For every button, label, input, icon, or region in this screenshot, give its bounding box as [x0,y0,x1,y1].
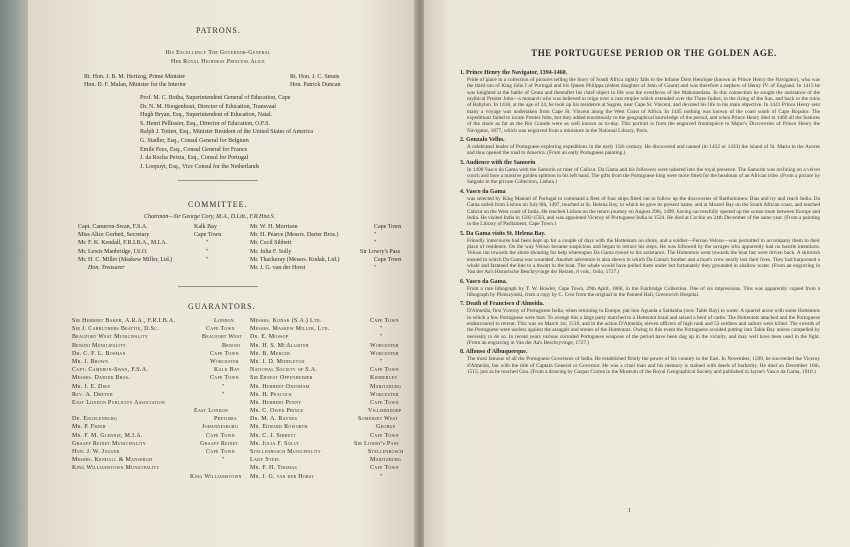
list-cell: Mr. Thackeray (Messrs. Kodak, Ltd.) [250,256,340,263]
list-cell: Mr. J. Brown [72,358,109,365]
list-cell: Messrs. Maskew Miller, Ltd. [250,326,330,333]
list-cell: Mr. H. S. McAllister [250,342,310,349]
list-cell: Miss Alice Gorbett, Secretary [78,232,150,239]
entry-text: Friendly intercourse had been kept up for a couple of days with the Hottentots on shore, and a soldier—Fernao Veloso—was permitted to accompany them to their place of residence. On the way Veloso became suspicious and began to retrace his steps. He was followed by the savages who apparently had no hostile intentions. Veloso ran towards the shore shouting for help whereupon Da Gama rowed to his assistance. The Hottentots went towards the boat but were driven back. A skirmish ensued in which Da Gama was wounded. Another adventure is also shewn in which Da Gama's brother and a boat's crew nearly lost their lives. They had harpooned a whale and fastened the line to a thwart in the boat. The whale would have pulled them under but fortunately they grounded in shallow water. (From an engraving in Van der Aa's Historische Beschryvinge der Reizen, 8 vols., folio, 1727.) [467,237,820,276]
entry-heading: 4. Vasco da Gama [460,188,506,195]
list-cell: Cape Town [370,367,399,374]
list-cell: Mr. B. Mercer [250,350,291,357]
guarantor-row [72,334,412,342]
patron-line: S. Henri Pellissier, Esq., Director of Education, O.F.S. [140,120,271,127]
list-cell: Mr. W. H. Morrison [250,224,298,230]
patron-minister-2: Hon. D. F. Malan, Minister for the Interior [84,82,186,88]
list-cell: Dr. C. F. L. Bosman [72,350,126,357]
guarantor-row [72,359,412,367]
list-cell: Mr. F. K. Kendall, F.R.I.B.A., M.I.A. [78,240,168,247]
list-cell: Cape Town [370,318,399,324]
entry-text: D'Almeida, first Viceroy of Portuguese India, when returning to Europe, put into Agunda a Saldanha (now Table Bay) to water. A quarrel arose with some Hottentots in which a few Portuguese were hurt. To avenge this a large party marched to a Hottentot kraal and seized a herd of cattle. The Hottentots attacked and the Portuguese endeavoured to retreat. This was on March 1st, 1510, and in the action D'Almeida, eleven officers of high rank and 53 soldiers and sailors were killed. The swords of the Portuguese were useless against the assagais and stones of the Hottentots. Owing to this event the Portuguese avoided putting into Table Bay unless compelled by necessity to do so. In recent years various corroded Portuguese weapons of the period have been dug up in the vicinity, and may well have been used in the fight. (From an engraving in Van der Aa's Beschryvinge, 1727.) [467,308,820,346]
guarantor-row [72,351,412,359]
committee-heading: COMMITTEE. [188,200,248,209]
list-cell: Mr. P. Freer [72,424,106,431]
list-cell: " [206,256,209,263]
patron-others-list [140,95,313,172]
list-cell: " [222,391,225,398]
committee-row [78,224,408,232]
list-cell: Cape Town [206,326,235,333]
list-cell: East London Publicity Association [72,399,166,406]
list-cell: Worcester [210,358,239,365]
divider [178,286,258,287]
committee-list [78,224,408,273]
entry-heading: 7. Death of Francisco d'Almeida. [460,301,544,308]
list-cell: Mr. J. E. Dike [72,383,111,390]
list-cell: Mr. J. G. van der Horst [250,473,315,480]
list-cell: King Williamstown Municipality [72,465,160,472]
list-cell: " [380,473,383,480]
list-cell: " [374,240,377,247]
guarantor-row [72,465,412,473]
list-cell: Cape Town [210,375,239,382]
guarantor-row [72,367,412,375]
book-cover-edge [0,0,28,547]
list-cell: " [206,248,209,255]
list-cell: Beaufort West Municipality [72,334,148,341]
list-cell: Mr. H. C. Miller (Maskew Miller, Ltd.) [78,256,173,263]
list-cell: Kalk Bay [214,367,240,374]
catalogue-entry [460,160,820,186]
entry-heading: 3. Audience with the Samorin [460,159,536,166]
entry-heading: 5. Da Gama visits St. Helena Bay. [460,230,546,237]
entry-text: was selected by King Manuel of Portugal to command a fleet of four ships fitted out to follow up the discoveries of Bartholomew Dias and try and reach India. Da Gama sailed from Lisbon on July 8th, 1497, touched at St. Helena Bay, to which he gave its present name, and at Mossel Bay on the South African coast, and reached Calicut on the West coast of India. He reached Lisbon on the return journey on August 29th, 1499, having successfully opened up the ocean route between Europe and India. He visited India in 1502-1503, and was appointed Viceroy of Portuguese India in 1524. He died at Cochin on 24th December of the same year. (From a painting in the Library of Parliament, Cape Town.) [467,195,820,228]
list-cell: Mr. J. D. Middleton [250,358,305,365]
committee-row [78,265,408,273]
list-cell: Sir Herbert Baker, A.R.A., F.R.I.B.A. [72,318,176,324]
entry-text: A celebrated leader of Portuguese exploring expeditions in the early 15th century. He discovered and named (in 1432 or 1433) the island of St. Maria in the Azores and thus opened the road to America. (From an early Portuguese painting.) [467,144,820,157]
list-cell: Hon. Treasurer [88,264,125,271]
list-cell: Messrs. Kodak (S.A.) Ltd. [250,318,322,324]
list-cell: Hon. J. W. Jagger [72,449,120,455]
guarantor-row [72,449,412,457]
patron-royal-2: Her Royal Highness Princess Alice [171,59,265,65]
list-cell: Kalk Bay [194,224,217,230]
list-cell: Mr. H. Pearce (Messrs. Darter Bros.) [250,232,339,239]
list-cell: Johannesburg [202,424,239,431]
entry-heading: 6. Vasco da Gama. [460,278,508,285]
patrons-heading: PATRONS. [196,26,241,35]
list-cell: Mr. Edward Roworth [250,424,308,431]
list-cell: National Society of S.A. [250,367,318,374]
list-cell: " [222,457,225,464]
patron-line: Ralph J. Totten, Esq., Minister Resident of the United States of America [140,129,313,136]
guarantor-row [72,408,412,416]
list-cell: East London [194,408,229,415]
entry-text: From a rare lithograph by T. W. Bowler, Cape Town, 29th April, 1868, in the Fairbridge Collection. One of six impressions. This was apparently copied from a lithograph by Plonszynski, from a copy by C. Cow from the original in the Painted Hall, Greenwich Hospital. [467,285,820,298]
entry-text: In 1498 Vasco da Gama with the Samorin or ruler of Calicut. Da Gama and his followers were ushered into the royal presence. The Samorin was reclining on a velvet couch and bore a massive golden spittoon in his left hand. The gifts from the Portuguese king were more fitted for the headman of an African tribe. (From a picture by Salgado in the private Collection, Lisbon.) [467,166,820,186]
list-cell: Mr. Herbert Oxenham [250,383,310,390]
list-cell: Sir Lowry's Pass [360,248,401,255]
page-number: 1 [628,508,631,514]
guarantor-row [72,433,412,441]
list-cell: Mr. C. Owen Prince [250,408,304,415]
guarantor-row [72,318,412,326]
patron-line: Hugh Bryan, Esq., Superintendent of Education, Natal. [140,112,273,119]
committee-row [78,232,408,240]
list-cell: King Williamstown [190,473,242,480]
patron-line: Prof. M. C. Botha, Superintendent General of Education, Cape [140,95,291,101]
list-cell: Mr. Lewis Manbridge, I.S.O. [78,248,148,255]
list-cell: George [376,424,396,431]
guarantor-row [72,326,412,334]
guarantor-row [72,457,412,465]
right-page [424,0,850,547]
patron-line: Dr. N. M. Hoogenhout, Director of Education, Transvaal [140,103,276,110]
list-cell: London [214,318,234,324]
entry-heading: 8. Alfonso d'Albuquerque. [460,349,528,356]
patron-minister-1: Rt. Hon. J. B. M. Hertzog, Prime Minister [84,74,186,80]
list-cell: Mr. Julia F. Solly [250,248,292,255]
list-cell: " [374,264,377,271]
guarantors-heading: GUARANTORS. [188,302,256,311]
list-cell: " [380,326,383,333]
list-cell: Mr. F. H. Thomas [250,465,297,472]
catalogue-entry [460,349,820,375]
list-cell: Mr. C. J. Sibbett [250,432,296,439]
list-cell: Sir J. Carruthers Beattie, D.Sc. [72,326,159,333]
guarantor-row [72,392,412,400]
list-cell: " [222,383,225,390]
list-cell: Dr. M. A. Raynes [250,416,298,423]
list-cell: Cape Town [206,449,235,455]
committee-row [78,257,408,265]
entry-heading: 1. Prince Henry the Navigator, 1394-1460. [460,70,568,76]
list-cell: Sir Lowry's Pass [354,440,399,447]
catalogue-entry [460,231,820,276]
list-cell: Sir Ernest Oppenheimer [250,375,313,382]
list-cell: Dr. E. Mossop [250,334,289,341]
entry-text: The most famous of all the Portuguese Governors of India. He established firmly the power of his country in the East. In November, 1509, he succeeded the Viceroy d'Almeida, but with the title of Captain General or Governor. He was a cruel man and his memory is stained with deeds of barbarity. He died on December 16th, 1515, just as he reached Goa. (From a drawing by Gaspar Correa in the Museum of the Royal Geographical Society and published in Jayne's Vasco da Gama, 1910.) [467,356,820,376]
list-cell: Capt. Cameron-Swan, F.S.A. [78,224,148,230]
patron-line: G. Stadler, Esq., Consul General for Belgium [140,137,249,144]
list-cell: Maritzburg [370,457,402,464]
list-cell: Cape Town [370,399,399,406]
list-cell: Mr. H. Peacock [250,391,293,398]
list-cell: Pretoria [214,416,237,423]
list-cell: Maritzburg [370,383,402,390]
list-cell: Messrs. Darter Bros. [72,375,131,382]
list-cell: Kimberley [370,375,398,382]
divider [178,180,258,181]
list-cell: Cape Town [374,224,402,230]
list-cell: Cape Town [210,350,239,357]
list-cell: Somerset West [358,416,399,423]
patron-line: J. da Rocha Peixta, Esq., Consul for Portugal [140,155,249,162]
entry-heading: 2. Gonzalo Velho. [460,137,505,144]
catalogue-entry [460,70,820,134]
list-cell: Graaff Reinet [200,440,239,447]
patron-line: Emile Fees, Esq., Consul General for France [140,146,248,153]
list-cell: Mr. J. G. van der Horst [250,264,306,271]
list-cell: Worcester [370,342,399,349]
list-cell: Mr. F. M. Glennie, M.I.A. [72,432,143,439]
catalogue-entry [460,279,820,299]
entry-text: Pride of place in a collection of pictures telling the Story of South Africa rightly falls to the Infante Dom Henrique (known as Prince Henry the Navigator), who was the third son of King John I of Portugal and his Queen Philippa (eldest daughter of John of Gaunt) and was therefore a nephew of Henry IV. of England. In 1415 he was knighted at the battle of Ceuta and thereafter his chief object in life was the overthrow of the Mahomedans. In this connection he sought the assistance of the mythical Prester John—a monarch who was believed to reign over a vast empire which extended over the Three Indies, to the rising of the Sun, and back to the ruins of Babylon. In 1418, at the age of 24, he took up his residence at Sagres, near Cape St. Vincent, and devoted his life to his main objective. In 1441 Prince Henry sent many a voyage was undertaken from Cape St. Vincent along the West Coast of Africa. In 1445 nothing was known of the coast south of Cape Bojador. The expeditions failed to locate Prester John, but they added enormously to the geographical knowledge of the period, and when Prince Henry died in 1460 all the features of the shore as far as the Rio Grande were as well known as to-day. This portrait is from the engraved frontispiece to Major's Discoveries of Prince Henry the Navigator, 1877, which was engraved from a miniature in the National Library, Paris. [467,77,820,134]
list-cell: Worcester [370,391,399,398]
list-cell: " [380,334,383,341]
catalogue-entries [460,70,820,378]
guarantor-row [72,384,412,392]
list-cell: Villiersdorp [368,408,402,415]
list-cell: Cape Town [374,256,402,263]
list-cell: Dr. Engelenburg [72,416,118,423]
list-cell: Benoni [222,342,241,349]
list-cell: Worcester [370,350,399,357]
list-cell: Stellenbosch Municipality [250,449,322,455]
guarantor-row [72,441,412,449]
committee-chairman: Chairman—Sir George Cory, M.A., D.Litt., F.R.Hist.S. [144,214,276,220]
guarantor-row [72,375,412,383]
list-cell: Benoni Municipality [72,342,126,349]
left-page [28,0,416,547]
guarantor-row [72,424,412,432]
patron-minister-2-right: Hon. Patrick Duncan [290,82,341,88]
page-title: THE PORTUGUESE PERIOD OR THE GOLDEN AGE. [531,48,777,58]
committee-row [78,240,408,248]
list-cell: Cape Town [370,465,399,472]
list-cell: Cape Town [194,232,222,239]
list-cell: Graaff Reinet Municipality [72,440,146,447]
list-cell: Messrs. Kendall & Mansergh [72,457,153,464]
list-cell: Cape Town [206,432,235,439]
guarantors-list [72,318,412,482]
list-cell: Stellenbosch [368,449,404,455]
patron-royal-1: His Excellency The Governor-General [165,50,271,56]
list-cell: Mr. Cecil Sibbett [250,240,292,247]
guarantor-row [72,400,412,408]
catalogue-entry [460,137,820,157]
list-cell: Mr. Herbert Penny [250,399,302,406]
list-cell: " [374,232,377,239]
list-cell: " [380,358,383,365]
list-cell: Rev. A. Dreyer [72,391,113,398]
list-cell: Beaufort West [202,334,243,341]
list-cell: Cape Town [370,432,399,439]
list-cell: Mr. Julia F. Solly [250,440,300,447]
catalogue-entry [460,301,820,346]
list-cell: " [206,240,209,247]
patron-line: J. Loopuyt, Esq., Vice Consul for the Netherlands [140,163,260,170]
guarantor-row [72,416,412,424]
guarantor-row [72,343,412,351]
list-cell: Lady Steel [250,457,280,464]
catalogue-entry [460,189,820,228]
list-cell: Capt. Cameron-Swan, F.S.A. [72,367,149,374]
committee-row [78,249,408,257]
patron-minister-1-right: Rt. Hon. J. C. Smuts [290,74,340,80]
guarantor-row [72,474,412,482]
